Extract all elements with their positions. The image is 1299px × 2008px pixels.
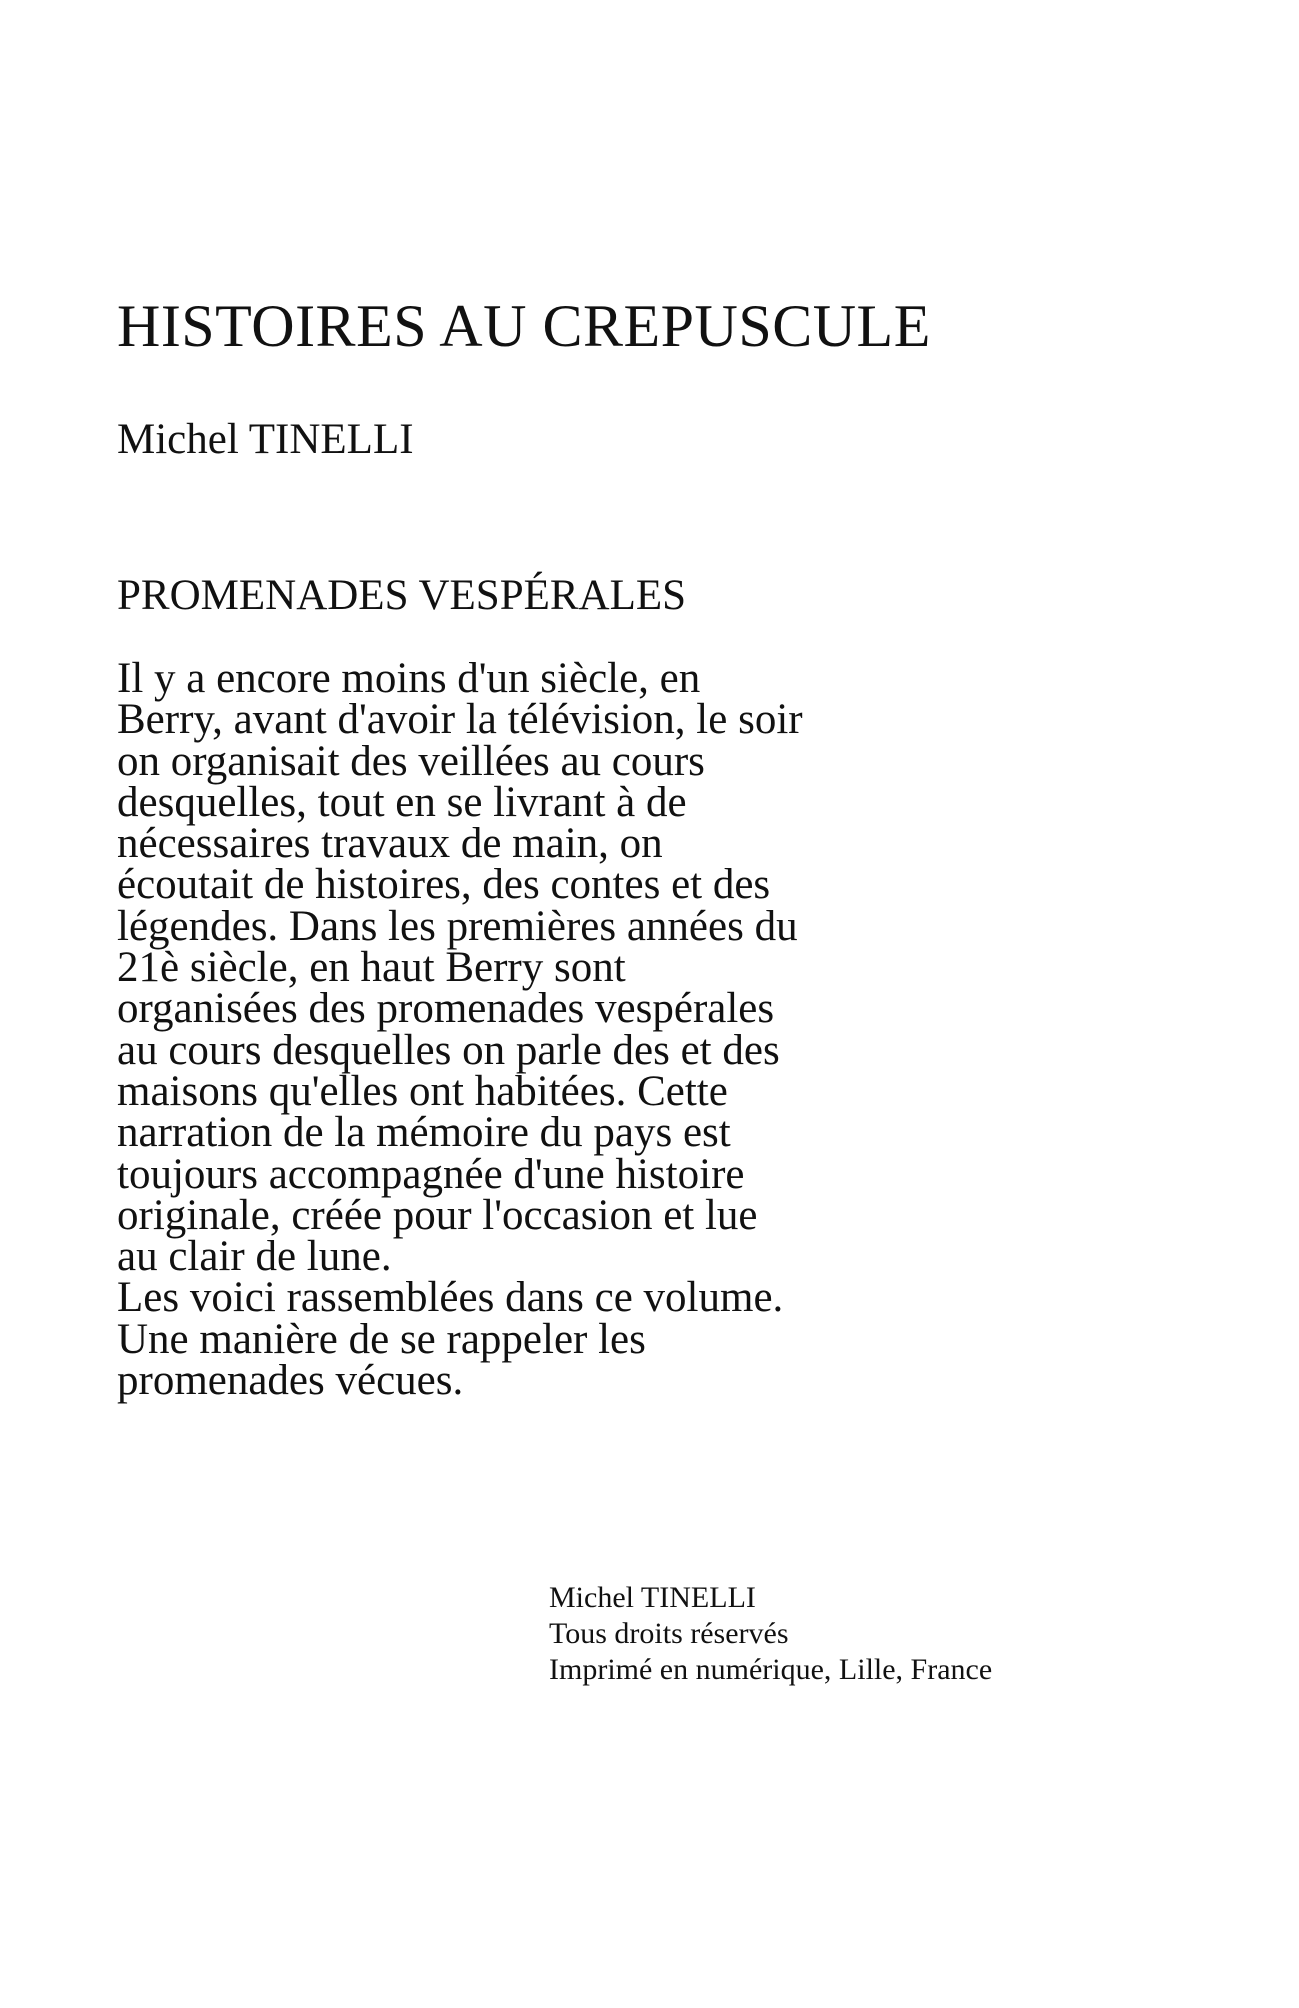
colophon-rights: Tous droits réservés: [549, 1617, 789, 1650]
intro-line: au clair de lune.: [117, 1233, 392, 1281]
intro-line: originale, créée pour l'occasion et lue: [117, 1191, 758, 1239]
intro-line: on organisait des veillées au cours: [117, 737, 705, 785]
intro-line: toujours accompagnée d'une histoire: [117, 1150, 745, 1198]
intro-line: Une manière de se rappeler les: [117, 1315, 646, 1363]
intro-line: nécessaires travaux de main, on: [117, 820, 663, 868]
author-name: Michel TINELLI: [117, 416, 414, 463]
intro-line: Berry, avant d'avoir la télévision, le soir: [117, 696, 803, 744]
intro-line: organisées des promenades vespérales: [117, 985, 775, 1033]
intro-line: desquelles, tout en se livrant à de: [117, 778, 687, 826]
intro-line: 21è siècle, en haut Berry sont: [117, 944, 626, 992]
colophon: [549, 1580, 992, 1688]
intro-line: légendes. Dans les premières années du: [117, 902, 798, 950]
intro-line: maisons qu'elles ont habitées. Cette: [117, 1067, 728, 1115]
intro-line: promenades vécues.: [117, 1357, 464, 1405]
intro-line: Il y a encore moins d'un siècle, en: [117, 655, 701, 702]
book-title: HISTOIRES AU CREPUSCULE: [117, 293, 931, 359]
intro-line: au cours desquelles on parle des et des: [117, 1026, 780, 1074]
section-title: PROMENADES VESPÉRALES: [117, 572, 687, 619]
intro-line: narration de la mémoire du pays est: [117, 1109, 731, 1157]
colophon-printed: Imprimé en numérique, Lille, France: [549, 1653, 993, 1686]
intro-line: écoutait de histoires, des contes et des: [117, 861, 771, 909]
intro-paragraph: [117, 655, 977, 1405]
colophon-author: Michel TINELLI: [549, 1581, 756, 1614]
intro-line: Les voici rassemblées dans ce volume.: [117, 1274, 784, 1322]
